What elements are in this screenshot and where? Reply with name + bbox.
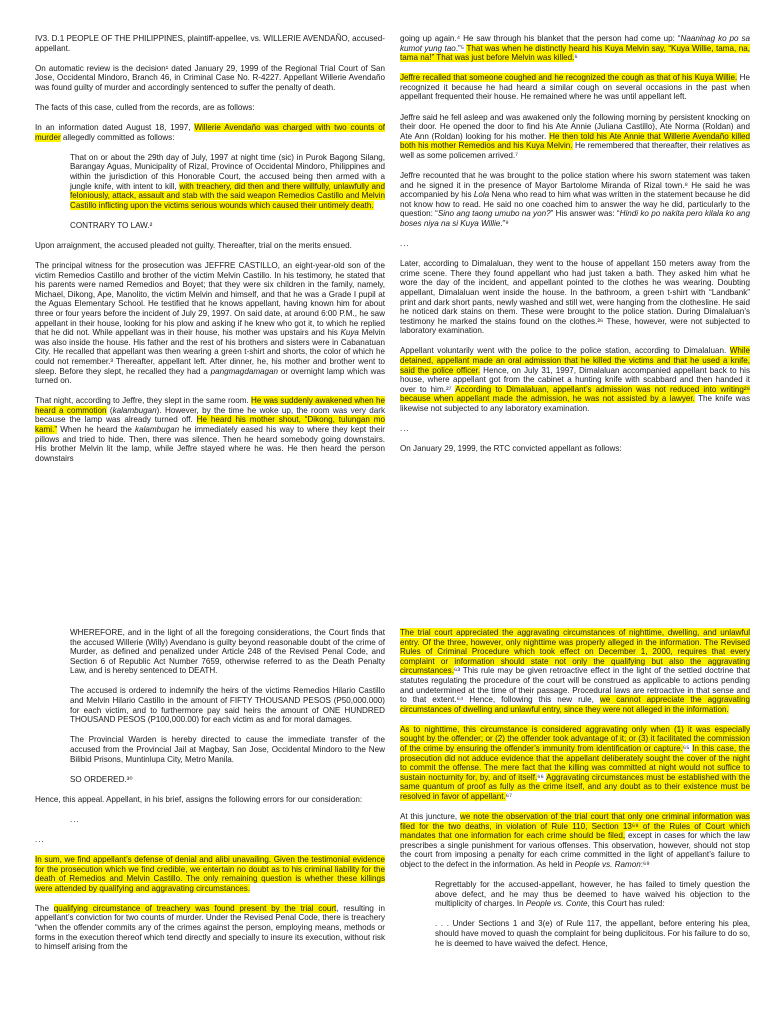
text-run: The Provincial Warden is hereby directed to cause the immediate transfer of the accused from the Provincial Jail at Magbay, San Jose, Occidental Mindoro to the New Bilibid Prisons, Muntinlupa City, Metro Manila. xyxy=(70,735,385,764)
highlighted-text: He then told his Ate Annie that Willerie Avendaño killed both his mother Remedios and his Kuya Melvin. xyxy=(400,131,750,151)
text-run: The principal witness for the prosecution was JEFFRE CASTILLO, an eight-year-old son of the victim Remedios Castillo and brother of the victim Melvin Castillo. In his testimony, he stated that his parents were named Remedios and Boyet; that they were six children in the family, namely, Michael, Dikong, Ape, Manolito, the victim Melvin and himself, and that he was a Grade I pupil at the Aguas Elementary School. He testified that he knows appellant, having known him for about three or four years before the incident of July 29, 1997. On said date, at around 6:00 P.M., he saw appellant in their house, looking for his plow and asking if he knew who got it, to which he replied that he did not. While appellant was in their house, his mother was upstairs and his xyxy=(35,261,385,338)
paragraph xyxy=(400,424,750,434)
paragraph xyxy=(400,239,750,249)
paragraph xyxy=(400,812,750,870)
text-run: ⁶ xyxy=(574,53,578,63)
paragraph xyxy=(400,444,750,454)
text-run: Jeffre recounted that he was brought to the police station where his sworn statement was taken and he signed it in the presence of Mayor Bartolome Miranda of Rizal town.⁸ He said he was accompanied by his xyxy=(400,171,750,200)
page-1-right-column xyxy=(400,34,750,464)
text-run: At this juncture, xyxy=(400,812,460,822)
text-run: Regrettably for the accused-appellant, however, he has failed to timely question the above defect, and he may thus be deemed to have waived his objection to the multiplicity of charges. In xyxy=(435,880,750,909)
italic-text: kalambugan xyxy=(135,425,180,434)
paragraph xyxy=(70,628,385,676)
highlighted-text: qualifying circumstance of treachery was found present by the trial court xyxy=(53,903,337,913)
paragraph xyxy=(35,261,385,386)
italic-text: People vs. Conte xyxy=(525,899,588,909)
text-run: ⁶⁷ xyxy=(505,792,512,801)
text-run: Nena who read to him what was written in the statement because he did not know how to read. He said no one coached him to answer the way he did, particularly to the question: “ xyxy=(400,190,750,219)
text-run: WHEREFORE, and in the light of all the foregoing considerations, the Court finds that the accused Willerie (Willy) Avendano is guilty beyond reasonable doubt of the crime of Murder, as defined and penalized under Article 248 of the Revised Penal Code, and Section 6 of Republic Act Number 7659, otherwise referred to as the Death Penalty Law, and is hereby sentenced to DEATH. xyxy=(70,628,385,676)
text-run: except in cases for which the law prescribes a single punishment for various offenses. This observation, however, should not stop the court from imposing a penalty for each crime committed in the light of appellant’s failure to object to the defect in the information. As held in xyxy=(400,831,750,870)
paragraph xyxy=(400,259,750,336)
highlighted-text: In sum, we find appellant’s defense of denial and alibi unavailing. Given the testimonial evidence for the prosecution which we find credible, we entertain no doubt as to his criminal liability for the death of Remedios and Melvin Castillo. The only remaining question is whether these killings were attended by qualifying and aggravating circumstances. xyxy=(35,855,385,893)
highlighted-text: He heard his mother shout, “Dikong, tulungan mo kami.” xyxy=(35,415,385,434)
highlighted-text: Willerie Avendaño was charged with two counts of murder xyxy=(35,123,385,142)
text-run: That on or about the 29th day of July, 1997 at night time (sic) in Purok Bagong Silang, Barangay Aguas, Municipality of Rizal, Province of Occidental Mindoro, Philippines and within the jurisdiction of this Honorable Court, the accused being then armed with a jungle knife, with intent to kill, xyxy=(70,152,385,191)
highlighted-text: In this case, the prosecution did not adduce evidence that the appellant deliberately sought the cover of the night to commit the offense. The mere fact that the killing was committed at night would not suffice to sustain nocturnity for, by, and of itself. xyxy=(400,744,750,782)
text-run: In an information dated August 18, 1997, xyxy=(35,123,195,133)
text-run: :⁶⁹ xyxy=(640,860,650,870)
text-run: or overnight lamp which was turned on. xyxy=(35,366,385,386)
paragraph xyxy=(35,123,385,142)
paragraph xyxy=(435,919,750,948)
text-run: . . . Under Sections 1 and 3(e) of Rule 117, the appellant, before entering his plea, should have moved to quash the complaint for being duplicitous. For his failure to do so, he is deemed to have waived the defect. Hence, xyxy=(435,919,750,948)
italic-text: pangmagdamagan xyxy=(210,366,279,376)
paragraph xyxy=(70,735,385,764)
highlighted-text: Jeffre recalled that someone coughed and he recognized the cough as that of his Kuya Willie. xyxy=(400,73,738,83)
page-2-left-column xyxy=(35,628,385,962)
text-run: Hence, this appeal. Appellant, in his brief, assigns the following errors for our consideration: xyxy=(35,794,363,804)
text-run: , this Court has ruled: xyxy=(587,899,665,909)
text-run: .”⁹ xyxy=(500,219,509,228)
paragraph xyxy=(435,880,750,909)
text-run: That night, according to Jeffre, they slept in the same room. xyxy=(35,396,252,406)
text-run: ⁶⁶ xyxy=(537,772,547,782)
text-run: allegedly committed as follows: xyxy=(60,132,175,142)
text-run: Later, according to Dimalaluan, they went to the house of appellant 150 meters away from the crime scene. There they found appellant who had just taken a bath. They asked him what he wore the day of the incident, and appellant pointed to the clothes he was wearing. Doubting appellant, Dimalaluan went inside the house. In the bathroom, a green t-shirt with “Landbank” print and dark short pants, newly washed and still wet, were hanging from the clothesline. He said he noticed dark stains on them. These were brought to the police station. During Dimalaluan’s testimony he marked the stains found on the clothes.²⁶ These, however, were not subjected to laboratory examination. xyxy=(400,259,750,336)
text-run: ⁶⁵ xyxy=(682,744,693,754)
text-run: He remembered that thereafter, their relatives as well as some policemen arrived.⁷ xyxy=(400,141,750,160)
highlighted-text: Aggravating circumstances must be established with the same quantum of proof as fully as the crime itself, and any doubt as to their existence must be resolved in favor of appellant. xyxy=(400,772,751,801)
paragraph xyxy=(70,153,385,211)
text-run: , resulting in appellant’s conviction for two counts of murder. Under the Revised Penal Code, there is treachery “when the offender commits any of the crimes against the person, employing means, methods or forms in the execution thereof which tend directly and specially to insure its execution, without risk to himself arising from the xyxy=(35,903,386,952)
text-run: IV3. D.1 PEOPLE OF THE PHILIPPINES, plaintiff-appellee, vs. WILLERIE AVENDAÑO, accused-appellant. xyxy=(35,34,385,53)
text-run: ... xyxy=(70,814,80,824)
text-run: The xyxy=(35,903,54,913)
text-run: He recognized it because he had heard a similar cough on several occasions in the past when appellant frequented their house. He remained where he was until appellant left. xyxy=(400,73,750,102)
page-1-left-column xyxy=(35,34,385,474)
document-page-2 xyxy=(0,512,768,1024)
text-run: The knife was likewise not subjected to any laboratory examination. xyxy=(400,394,750,413)
text-run: ... xyxy=(400,424,410,434)
highlighted-text: The trial court appreciated the aggravating circumstances of nighttime, dwelling, and unlawful entry. Of the three, however, only nighttime was properly alleged in the information. The Revised Rules of Criminal Procedure which took effect on December 1, 2000, requires that every complaint or information should state not only the qualifying but also the aggravating circumstances. xyxy=(400,628,750,676)
highlighted-text: we note the observation of the trial court that only one criminal information was filed for the two deaths, in violation of Rule 110, Section 13⁶⁸ of the Rules of Court which mandates that one information for each crime should be filed, xyxy=(400,812,750,841)
text-run: On January 29, 1999, the RTC convicted appellant as follows: xyxy=(400,444,622,454)
text-run: Melvin was also inside the house. His father and the rest of his brothers and sisters were in Cabanatuan City. He recalled that appellant was then wearing a green t-shirt and shorts, the color of which he could not remember.³ Thereafter, appellant left. After dinner, he, his mother and brother went to sleep. Before they slept, he recalled they had a xyxy=(35,328,385,376)
text-run: ). However, by the time he woke up, the room was very dark because the lamp was already turned off. xyxy=(35,405,385,425)
paragraph xyxy=(35,795,385,805)
italic-text: Naaninag ko po sa kumot yung tao xyxy=(400,34,750,53)
highlighted-text: He was suddenly awakened when he heard a commotion xyxy=(35,396,385,415)
highlighted-text: According to Dimalaluan, appellant’s admission was not reduced into writing²⁸ because when appellant made the admission, he was not assisted by a lawyer. xyxy=(400,384,750,404)
page-2-right-column xyxy=(400,628,750,959)
paragraph xyxy=(35,64,385,93)
text-run: Jeffre said he fell asleep and was awakened only the following morning by persistent knocking on their door. He opened the door to find his Ate Annie (Juliana Castillo), Ate Norma (Roldan) and Ate Ann (Roldan) looking for his mother. xyxy=(400,112,750,141)
paragraph xyxy=(35,34,385,53)
text-run: Hence, on July 31, 1997, Dimalaluan accompanied appellant back to his house, where appellant got from the cabinet a hunting knife with scabbard and then handed it over to him.²⁷ xyxy=(400,365,750,394)
text-run: ⁶³ This rule may be given retroactive effect in the light of the settled doctrine that statutes regulating the procedure of the court will be construed as applicable to actions pending and undetermined at the time of their passage. Procedural laws are retroactive in that sense and to that extent.⁶⁴ Hence, following this new rule, xyxy=(400,666,750,705)
italic-text: People vs. Ramon xyxy=(574,860,641,870)
paragraph xyxy=(400,113,750,161)
text-run: The facts of this case, culled from the records, are as follows: xyxy=(35,102,255,112)
text-run: CONTRARY TO LAW.² xyxy=(70,220,153,230)
paragraph xyxy=(400,346,750,413)
paragraph xyxy=(70,221,385,231)
italic-text: Hindi ko po nakita pero kilala ko ang boses niya na si Kuya Willie xyxy=(400,209,751,228)
highlighted-text: we cannot appreciate the aggravating circumstances of dwelling and unlawful entry, since they were not alleged in the information. xyxy=(400,695,750,714)
italic-text: Lola xyxy=(473,190,490,200)
paragraph xyxy=(70,686,385,724)
highlighted-text: While detained, appellant made an oral admission that he killed the victims and that he used a knife, said the police officer. xyxy=(400,346,750,375)
italic-text: Sino ang taong umubo na yon? xyxy=(437,209,551,219)
text-run: Upon arraignment, the accused pleaded not guilty. Thereafter, trial on the merits ensued. xyxy=(35,240,352,250)
text-run: Appellant voluntarily went with the police to the police station, according to Dimalaluan. xyxy=(400,346,730,356)
text-run: he immediately eased his way to where they kept their pillows and tried to hide. Then, there was silence. Then he heard somebody going downstairs. His brother Melvin lit the lamp, while Jeffre stayed where he was. He then heard the person downstairs xyxy=(35,425,385,463)
paragraph xyxy=(35,241,385,251)
paragraph xyxy=(35,904,385,952)
paragraph xyxy=(400,73,750,102)
text-run: ( xyxy=(106,405,113,415)
text-run: The accused is ordered to indemnify the heirs of the victims Remedios Hilario Castillo and Melvin Hilario Castillo in the amount of FIFTY THOUSAND PESOS (P50,000.000) for each victim, and to furthermore pay said heirs the amount of ONE HUNDRED THOUSAND PESOS (P100,000.00) for each victim as and for moral damages. xyxy=(70,686,385,725)
paragraph xyxy=(35,855,385,893)
paragraph xyxy=(400,725,750,802)
paragraph xyxy=(400,628,750,714)
italic-text: Kuya xyxy=(340,328,359,338)
text-run: On automatic review is the decision¹ dated January 29, 1999 of the Regional Trial Court of San Jose, Occidental Mindoro, Branch 46, in Criminal Case No. R-4227. Appellant Willerie Avendaño was found guilty of murder and accordingly sentenced to suffer the penalty of death. xyxy=(35,63,385,92)
paragraph xyxy=(35,396,385,463)
italic-text: kalambugan xyxy=(112,405,157,415)
paragraph xyxy=(400,34,750,63)
paragraph xyxy=(70,775,385,785)
highlighted-text: with treachery, did then and there willfully, unlawfully and feloniously, attack, assault and stab with the said weapon Remedios Castillo and Melvin Castillo inflicting upon the victims serious wounds which caused their untimely death. xyxy=(70,181,385,210)
text-run: .”⁵ xyxy=(455,43,467,53)
highlighted-text: That was when he distinctly heard his Kuya Melvin say, “Kuya Willie, tama, na, tama na!” That was just before Melvin was killed. xyxy=(400,43,751,63)
paragraph xyxy=(35,103,385,113)
highlighted-text: As to nighttime, this circumstance is considered aggravating only when (1) it was especially sought by the offender; or (2) the offender took advantage of it; or (3) it facilitated the commission of the crime by ensuring the offender’s immunity from identification or capture. xyxy=(400,724,750,754)
paragraph xyxy=(35,835,385,845)
paragraph xyxy=(400,171,750,229)
text-run: When he heard the xyxy=(57,425,136,434)
text-run: SO ORDERED.³⁰ xyxy=(70,774,133,784)
text-run: ... xyxy=(35,834,45,844)
text-run: ... xyxy=(400,239,410,249)
paragraph xyxy=(70,815,385,825)
text-run: ” His answer was: “ xyxy=(550,209,620,219)
text-run: going up again.⁴ He saw through his blanket that the person had come up: “ xyxy=(400,34,681,43)
